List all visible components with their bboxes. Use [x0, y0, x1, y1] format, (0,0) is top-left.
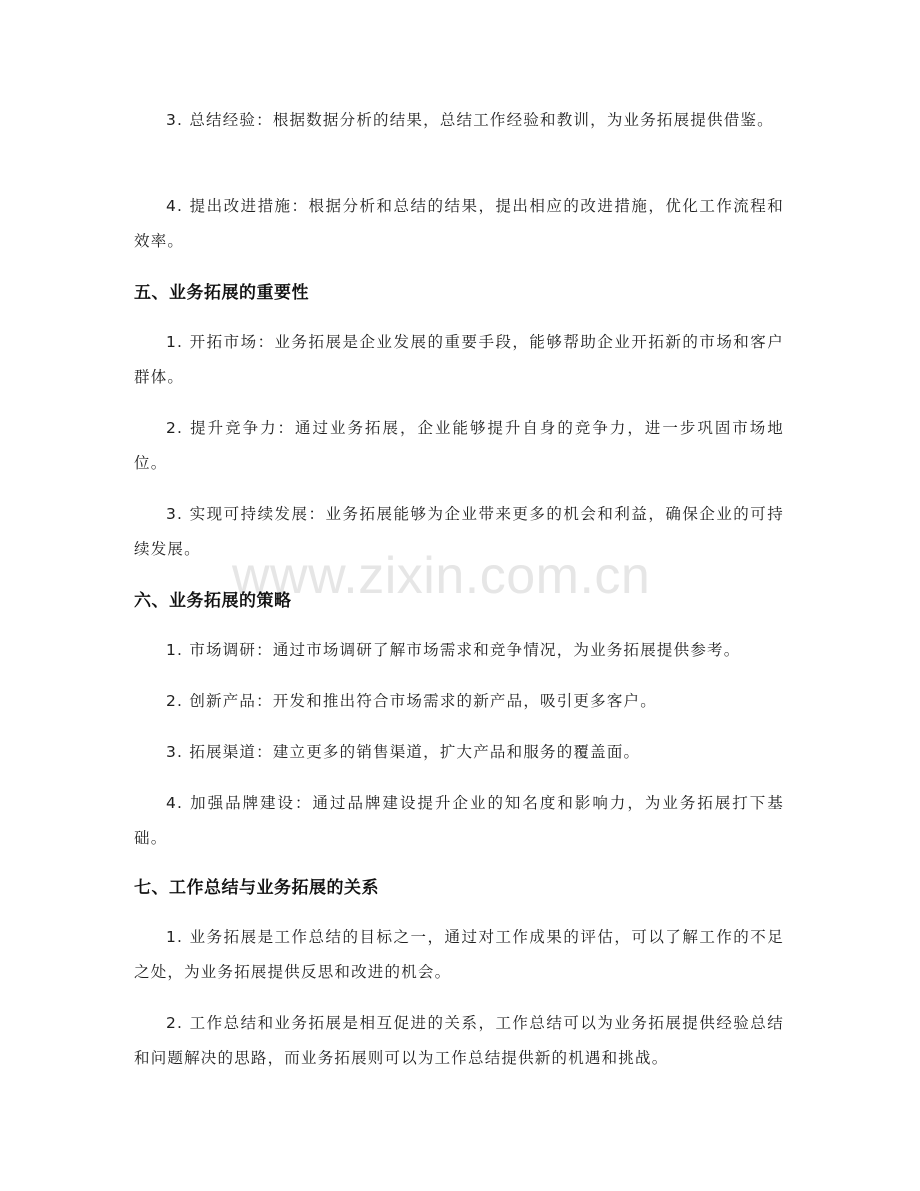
- paragraph-open-market: 1. 开拓市场：业务拓展是企业发展的重要手段，能够帮助企业开拓新的市场和客户群体。: [134, 333, 784, 386]
- paragraph-expand-channels: 3. 拓展渠道：建立更多的销售渠道，扩大产品和服务的覆盖面。: [166, 743, 641, 761]
- paragraph-improvement-measures: 4. 提出改进措施：根据分析和总结的结果，提出相应的改进措施，优化工作流程和效率。: [134, 197, 784, 250]
- section-heading-relationship: 七、工作总结与业务拓展的关系: [134, 878, 379, 898]
- watermark: www.zixin.com.cn: [232, 547, 651, 605]
- paragraph-summarize-experience: 3. 总结经验：根据数据分析的结果，总结工作经验和教训，为业务拓展提供借鉴。: [166, 111, 774, 129]
- section-heading-strategy: 六、业务拓展的策略: [134, 591, 292, 611]
- paragraph-relationship-2: 2. 工作总结和业务拓展是相互促进的关系，工作总结可以为业务拓展提供经验总结和问题解决的思路，而业务拓展则可以为工作总结提供新的机遇和挑战。: [134, 1014, 784, 1067]
- paragraph-relationship-1: 1. 业务拓展是工作总结的目标之一，通过对工作成果的评估，可以了解工作的不足之处，为业务拓展提供反思和改进的机会。: [134, 928, 784, 981]
- paragraph-sustainable-development: 3. 实现可持续发展：业务拓展能够为企业带来更多的机会和利益，确保企业的可持续发展。: [134, 505, 784, 558]
- section-heading-importance: 五、业务拓展的重要性: [134, 283, 309, 303]
- paragraph-innovative-products: 2. 创新产品：开发和推出符合市场需求的新产品，吸引更多客户。: [166, 692, 657, 710]
- paragraph-competitiveness: 2. 提升竞争力：通过业务拓展，企业能够提升自身的竞争力，进一步巩固市场地位。: [134, 419, 784, 472]
- paragraph-brand-building: 4. 加强品牌建设：通过品牌建设提升企业的知名度和影响力，为业务拓展打下基础。: [134, 794, 784, 847]
- paragraph-market-research: 1. 市场调研：通过市场调研了解市场需求和竞争情况，为业务拓展提供参考。: [166, 641, 741, 659]
